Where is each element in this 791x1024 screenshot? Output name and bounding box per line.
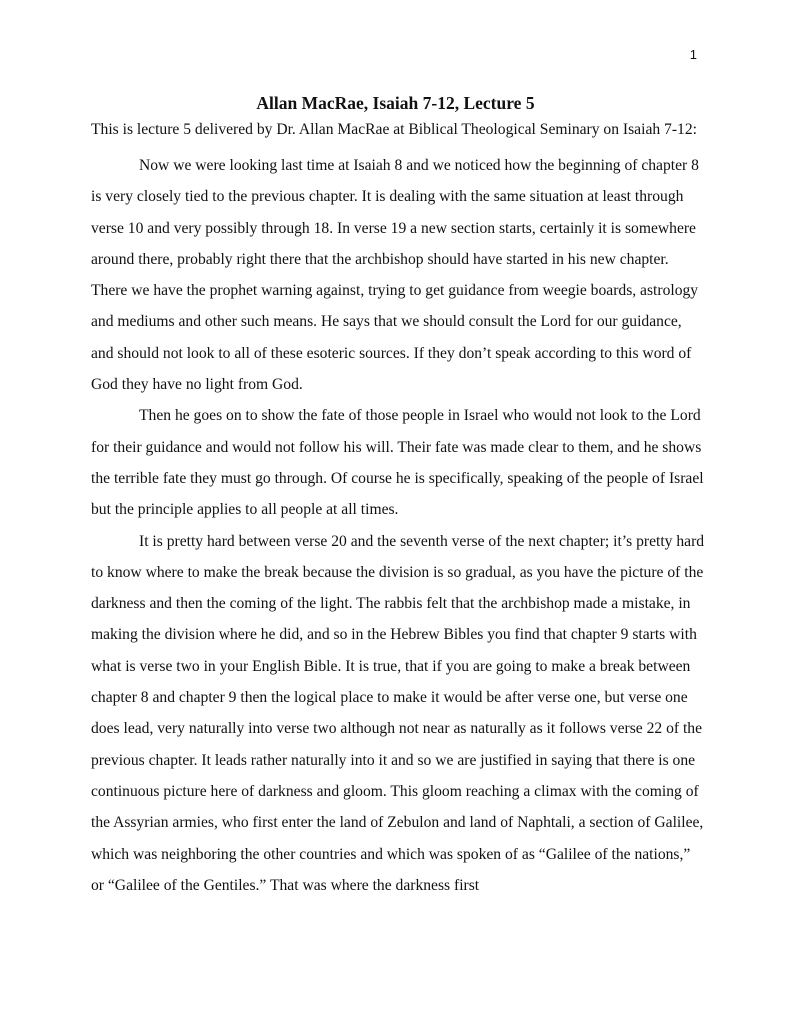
page-title: Allan MacRae, Isaiah 7-12, Lecture 5	[256, 93, 535, 113]
body-paragraph-1: Now we were looking last time at Isaiah 8 and we noticed how the beginning of chapter 8 is very closely tied to the previous chapter. It is dealing with the same situation at least through verse 10 and very possibly through 18. In verse 19 a new section starts, certainly it is somewhere around there, probably right there that the archbishop should have started in his new chapter. There we have the prophet warning against, trying to get guidance from weegie boards, astrology and mediums and other such means. He says that we should consult the Lord for our guidance, and should not look to all of these esoteric sources. If they don’t speak according to this word of God they have no light from God.	[91, 157, 699, 394]
document-body	[91, 119, 705, 901]
body-paragraph-2: Then he goes on to show the fate of those people in Israel who would not look to the Lord for their guidance and would not follow his will. Their fate was made clear to them, and he shows the terrible fate they must go through. Of course he is specifically, speaking of the people of Israel but the principle applies to all people at all times.	[91, 407, 704, 519]
intro-paragraph: This is lecture 5 delivered by Dr. Allan MacRae at Biblical Theological Seminary on Isaiah 7-12:	[91, 121, 697, 138]
page-number: 1	[689, 47, 697, 62]
body-paragraph-3: It is pretty hard between verse 20 and the seventh verse of the next chapter; it’s pretty hard to know where to make the break because the division is so gradual, as you have the picture of the darkness and then the coming of the light. The rabbis felt that the archbishop made a mistake, in making the division where he did, and so in the Hebrew Bibles you find that chapter 9 starts with what is verse two in your English Bible. It is true, that if you are going to make a break between chapter 8 and chapter 9 then the logical place to make it would be after verse one, but verse one does lead, very naturally into verse two although not near as naturally as it follows verse 22 of the previous chapter. It leads rather naturally into it and so we are justified in saying that there is one continuous picture here of darkness and gloom. This gloom reaching a climax with the coming of the Assyrian armies, who first enter the land of Zebulon and land of Naphtali, a section of Galilee, which was neighboring the other countries and which was spoken of as “Galilee of the nations,” or “Galilee of the Gentiles.” That was where the darkness first	[91, 532, 705, 894]
